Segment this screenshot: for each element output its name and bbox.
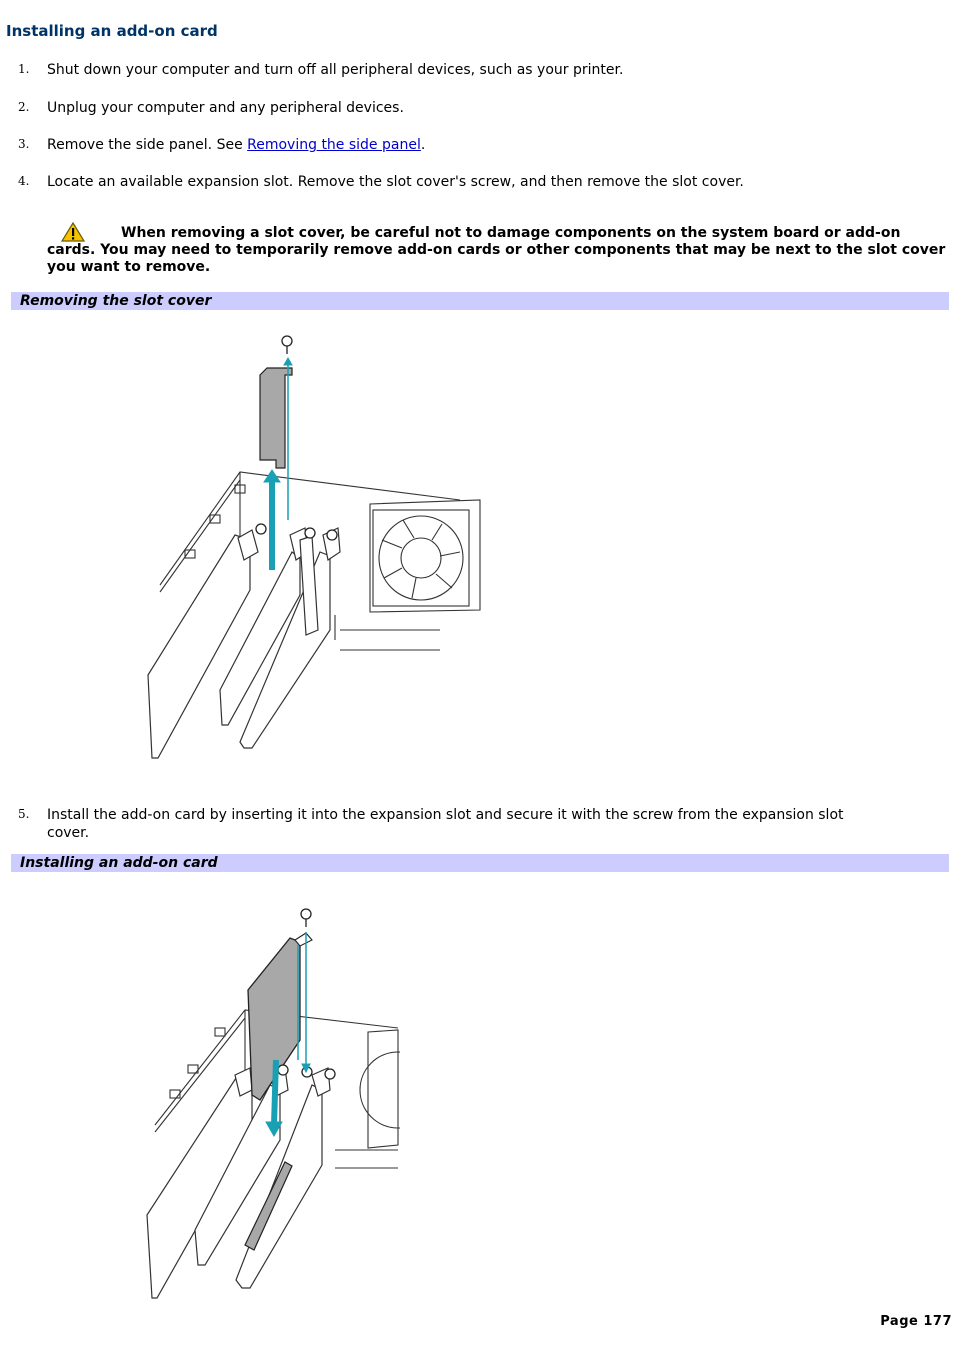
figure-caption-installing-add-on-card: Installing an add-on card xyxy=(11,854,949,872)
step-number: 4. xyxy=(18,174,30,188)
step-number: 1. xyxy=(18,62,30,76)
warning-text: When removing a slot cover, be careful not to damage components on the system board or add-on cards. You may need to temporarily remove add-on cards or other components that may be next to the slot cover you want to remove. xyxy=(47,225,946,275)
step-number: 2. xyxy=(18,100,30,114)
step-text: Unplug your computer and any peripheral devices. xyxy=(47,100,404,116)
installing-add-on-card-illustration xyxy=(140,900,400,1305)
page-title: Installing an add-on card xyxy=(6,22,218,40)
step-text: Install the add-on card by inserting it into the expansion slot and secure it with the screw from the expansion slot cover. xyxy=(47,807,844,841)
step-number: 3. xyxy=(18,137,30,151)
figure-caption-removing-slot-cover: Removing the slot cover xyxy=(11,292,949,310)
step-text xyxy=(47,136,907,154)
warning-note xyxy=(47,225,949,276)
step-text: Locate an available expansion slot. Remove the slot cover's screw, and then remove the slot cover. xyxy=(47,174,744,190)
removing-side-panel-link[interactable]: Removing the side panel xyxy=(247,137,421,153)
step-text-after: . xyxy=(420,137,426,153)
page-number: Page 177 xyxy=(880,1314,952,1329)
step-text: Shut down your computer and turn off all peripheral devices, such as your printer. xyxy=(47,62,624,78)
warning-triangle-icon xyxy=(61,222,85,247)
removing-slot-cover-illustration xyxy=(140,330,490,770)
step-text-before: Remove the side panel. See xyxy=(47,137,248,153)
step-number: 5. xyxy=(18,807,30,821)
